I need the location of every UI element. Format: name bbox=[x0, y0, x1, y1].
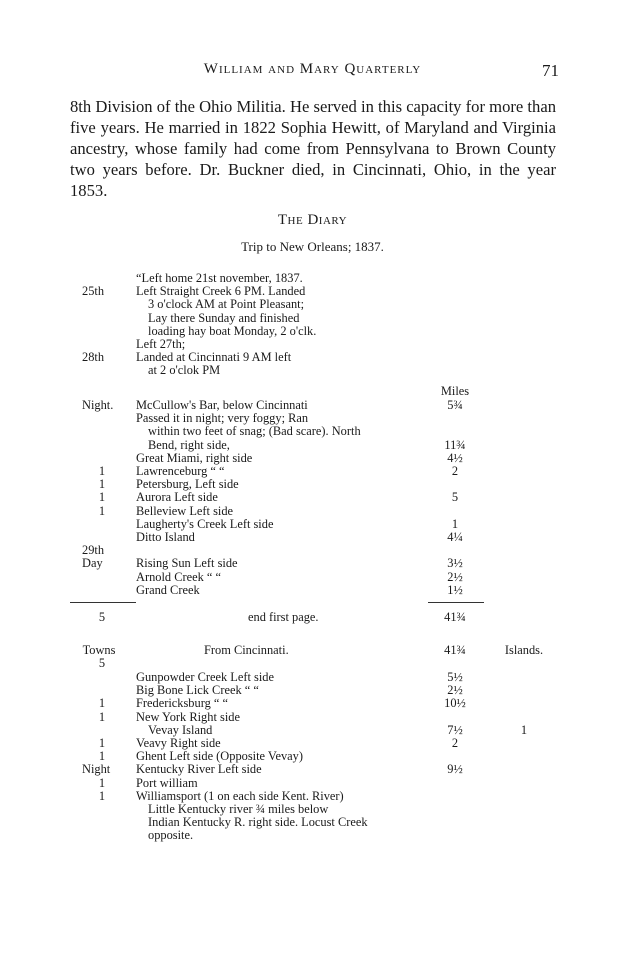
towns-header: Towns bbox=[82, 643, 116, 657]
row-text: Ditto Island bbox=[136, 530, 195, 544]
table-row bbox=[0, 350, 625, 364]
row-text: 3 o'clock AM at Point Pleasant; bbox=[148, 297, 305, 312]
table-row bbox=[0, 530, 625, 544]
row-text: Lay there Sunday and finished bbox=[148, 310, 300, 325]
islands-header: Islands. bbox=[504, 643, 544, 657]
row-text: Aurora Left side bbox=[136, 490, 218, 505]
row-text: Kentucky River Left side bbox=[136, 762, 262, 777]
row-text: Vevay Island bbox=[148, 722, 213, 737]
row-miles: 5¾ bbox=[447, 398, 463, 412]
table-row bbox=[0, 517, 625, 531]
row-text: Belleview Left side bbox=[136, 503, 234, 518]
row-text: Great Miami, right side bbox=[136, 450, 253, 465]
table-row bbox=[0, 776, 625, 790]
table-row bbox=[0, 789, 625, 803]
table-row bbox=[0, 543, 625, 557]
row-miles: 2 bbox=[451, 464, 459, 478]
row-miles: 9½ bbox=[447, 762, 463, 777]
running-head bbox=[0, 61, 625, 83]
table-row bbox=[0, 284, 625, 298]
row-marker: 1 bbox=[98, 490, 106, 505]
total-towns: 5 bbox=[98, 610, 106, 624]
intro-text: 8th Division of the Ohio Militia. He served in this capacity for more than five years. He married in 1822 Sophia Hewitt, of Maryland and Virginia ancestry, whose family had come from Pennsylvana to Brown County two years before. Dr. Buckner died, in Cincinnati, Ohio, in the year 1853. bbox=[70, 97, 556, 200]
table-row bbox=[0, 815, 625, 829]
from-cincinnati-header: From Cincinnati. bbox=[204, 643, 289, 657]
table-row bbox=[0, 736, 625, 750]
row-text: Arnold Creek “ “ bbox=[136, 569, 221, 584]
table-row bbox=[0, 297, 625, 311]
row-miles: 1 bbox=[451, 516, 459, 531]
row-marker: 25th bbox=[82, 284, 105, 299]
row-text: McCullow's Bar, below Cincinnati bbox=[136, 398, 308, 412]
row-text: Bend, right side, bbox=[148, 437, 230, 452]
row-marker: 29th bbox=[82, 543, 105, 558]
row-text: Fredericksburg “ “ bbox=[136, 696, 228, 711]
row-text: loading hay boat Monday, 2 o'clk. bbox=[148, 323, 317, 338]
row-miles: 5½ bbox=[447, 670, 463, 684]
row-text: opposite. bbox=[148, 828, 194, 843]
table-row bbox=[0, 438, 625, 452]
row-miles: 4½ bbox=[447, 450, 463, 465]
row-marker: Night bbox=[82, 762, 111, 777]
table-row bbox=[0, 802, 625, 816]
table-row bbox=[0, 570, 625, 584]
row-text: Williamsport (1 on each side Kent. River) bbox=[136, 788, 344, 803]
table-row bbox=[0, 490, 625, 504]
row-marker: 28th bbox=[82, 350, 105, 365]
row-marker: 5 bbox=[98, 656, 106, 670]
row-text: Petersburg, Left side bbox=[136, 477, 239, 492]
table-row bbox=[0, 723, 625, 737]
table-row bbox=[0, 464, 625, 478]
row-text: Lawrenceburg “ “ bbox=[136, 464, 225, 478]
row-text: Left 27th; bbox=[136, 337, 186, 351]
table-row bbox=[0, 311, 625, 325]
table-row bbox=[0, 451, 625, 465]
table-row bbox=[0, 556, 625, 570]
trip-title: Trip to New Orleans; 1837. bbox=[241, 239, 384, 254]
row-miles: 4¼ bbox=[447, 530, 463, 544]
table-row bbox=[0, 749, 625, 763]
row-marker: 1 bbox=[98, 696, 106, 711]
row-marker: 1 bbox=[98, 736, 106, 750]
total-label: end first page. bbox=[248, 610, 319, 624]
row-text: at 2 o'clok PM bbox=[148, 363, 221, 378]
row-text: Ghent Left side (Opposite Vevay) bbox=[136, 749, 304, 764]
row-islands: 1 bbox=[520, 722, 528, 737]
row-text: within two feet of snag; (Bad scare). North bbox=[148, 424, 361, 439]
table-row bbox=[0, 828, 625, 842]
row-marker: 1 bbox=[98, 503, 106, 518]
row-miles: 2½ bbox=[447, 683, 463, 698]
table-row bbox=[0, 411, 625, 425]
row-text: Big Bone Lick Creek “ “ bbox=[136, 683, 259, 698]
row-text: Port william bbox=[136, 775, 198, 790]
miles-header: Miles bbox=[440, 384, 470, 398]
row-miles: 10½ bbox=[444, 696, 466, 711]
rule-left bbox=[70, 602, 136, 603]
table-row bbox=[0, 762, 625, 776]
table-row bbox=[0, 583, 625, 597]
table-row bbox=[0, 670, 625, 684]
second-page-header-row bbox=[0, 643, 625, 657]
row-miles: 3½ bbox=[447, 556, 463, 571]
row-text: Veavy Right side bbox=[136, 736, 221, 750]
row-marker: 1 bbox=[98, 477, 106, 492]
page-number: 71 bbox=[542, 61, 559, 80]
intro-paragraph bbox=[70, 96, 556, 201]
row-miles: 1½ bbox=[447, 582, 463, 597]
table-row bbox=[0, 696, 625, 710]
row-miles: 2 bbox=[451, 736, 459, 750]
first-page-total-row bbox=[0, 610, 625, 624]
row-marker: 1 bbox=[98, 775, 106, 790]
table-row bbox=[0, 504, 625, 518]
table-row bbox=[0, 656, 625, 670]
row-marker: 1 bbox=[98, 749, 106, 764]
table-row bbox=[0, 271, 625, 285]
row-text: Rising Sun Left side bbox=[136, 556, 238, 571]
journal-title: William and Mary Quarterly bbox=[203, 61, 422, 77]
table-row bbox=[0, 337, 625, 351]
row-miles: 2½ bbox=[447, 569, 463, 584]
row-text: Indian Kentucky R. right side. Locust Creek bbox=[148, 815, 368, 830]
table-row bbox=[0, 324, 625, 338]
row-marker: 1 bbox=[98, 709, 106, 724]
row-text: Gunpowder Creek Left side bbox=[136, 670, 274, 684]
row-marker: Day bbox=[82, 556, 103, 571]
row-text: Left Straight Creek 6 PM. Landed bbox=[136, 284, 306, 299]
row-text: “Left home 21st november, 1837. bbox=[136, 271, 303, 285]
miles-header-row bbox=[0, 384, 625, 398]
table-row bbox=[0, 683, 625, 697]
row-text: Landed at Cincinnati 9 AM left bbox=[136, 350, 292, 365]
row-marker: 1 bbox=[98, 464, 106, 478]
rule-miles bbox=[428, 602, 484, 603]
row-miles: 11¾ bbox=[444, 437, 466, 452]
carried-miles: 41¾ bbox=[444, 643, 466, 657]
row-text: Laugherty's Creek Left side bbox=[136, 516, 274, 531]
section-title: The Diary bbox=[277, 212, 348, 228]
row-text: New York Right side bbox=[136, 709, 240, 724]
row-text: Little Kentucky river ¾ miles below bbox=[148, 802, 329, 816]
table-row bbox=[0, 398, 625, 412]
row-miles: 5 bbox=[451, 490, 459, 505]
table-row bbox=[0, 424, 625, 438]
row-text: Passed it in night; very foggy; Ran bbox=[136, 411, 309, 426]
row-miles: 7½ bbox=[447, 722, 463, 737]
row-marker: 1 bbox=[98, 788, 106, 803]
total-miles: 41¾ bbox=[444, 610, 466, 624]
table-row bbox=[0, 710, 625, 724]
table-row bbox=[0, 363, 625, 377]
table-row bbox=[0, 477, 625, 491]
row-marker: Night. bbox=[82, 398, 114, 412]
row-text: Grand Creek bbox=[136, 582, 200, 597]
